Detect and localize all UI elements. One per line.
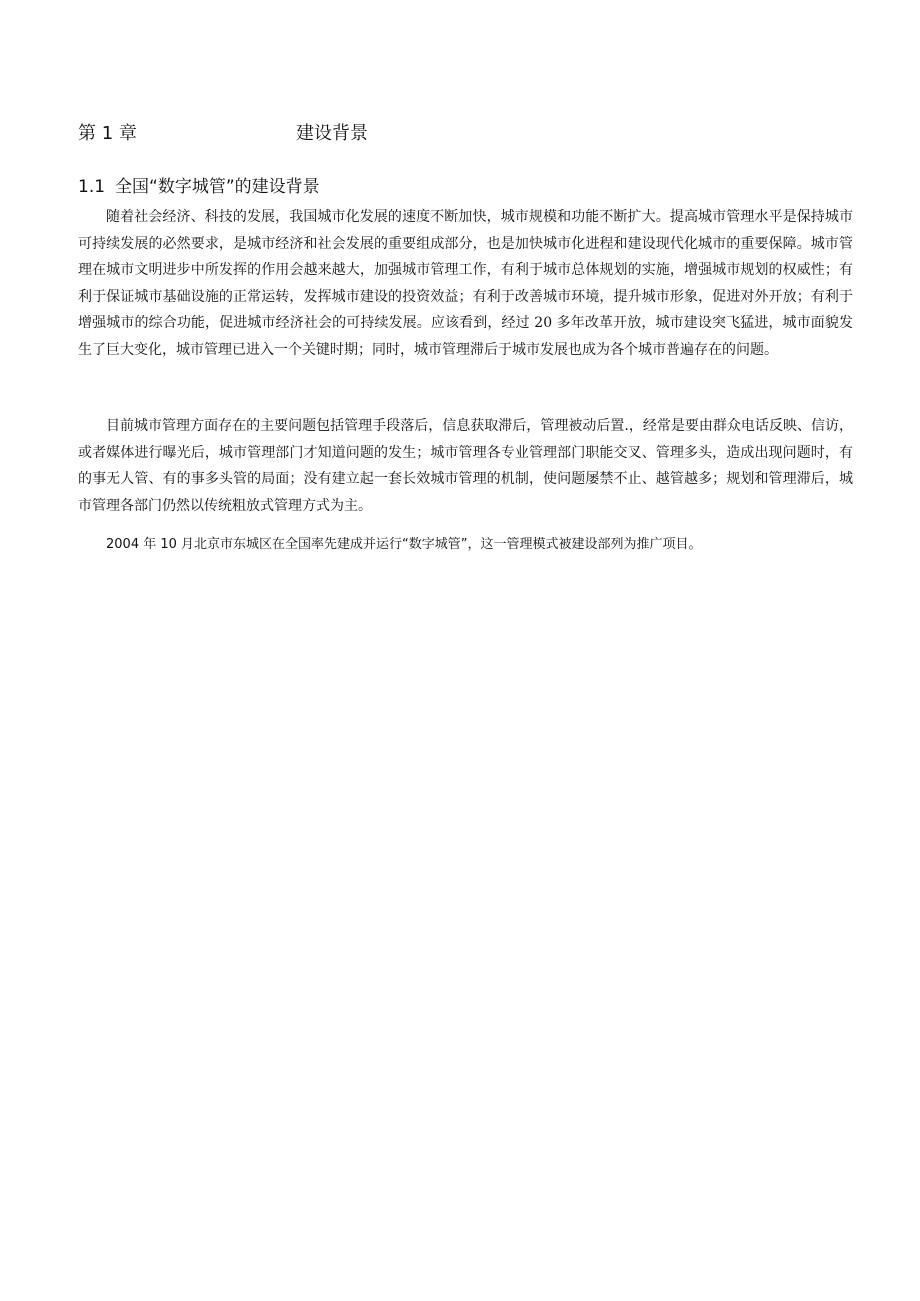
paragraph-problems: 目前城市管理方面存在的主要问题包括管理手段落后，信息获取滞后，管理被动后置.，经常是要由群众电话反映、信访，或者媒体进行曝光后，城市管理部门才知道问题的发生；城市管理各专业管理部门职能交叉、管理多头，造成出现问题时，有的事无人管、有的事多头管的局面；没有建立起一套长效城市管理的机制，使问题屡禁不止、越管越多；规划和管理滞后，城市管理各部门仍然以传统粗放式管理方式为主。 (78, 418, 853, 514)
section-number: 1.1 (78, 177, 106, 197)
section-heading (78, 176, 858, 198)
paragraph-beijing-example: 2004 年 10 月北京市东城区在全国率先建成并运行“数字城管”，这一管理模式被建设部列为推广项目。 (106, 537, 702, 552)
chapter-title: 建设背景 (296, 123, 368, 144)
section-title: 全国“数字城管”的建设背景 (115, 177, 320, 197)
chapter-number: 第 1 章 (78, 123, 137, 144)
chapter-heading (78, 122, 858, 146)
paragraph-background: 随着社会经济、科技的发展，我国城市化发展的速度不断加快，城市规模和功能不断扩大。提高城市管理水平是保持城市可持续发展的必然要求，是城市经济和社会发展的重要组成部分，也是加快城市化进程和建设现代化城市的重要保障。城市管理在城市文明进步中所发挥的作用会越来越大，加强城市管理工作，有利于城市总体规划的实施，增强城市规划的权威性；有利于保证城市基础设施的正常运转，发挥城市建设的投资效益；有利于改善城市环境，提升城市形象，促进对外开放；有利于增强城市的综合功能，促进城市经济社会的可持续发展。应该看到，经过 20 多年改革开放，城市建设突飞猛进，城市面貌发生了巨大变化，城市管理已进入一个关键时期；同时，城市管理滞后于城市发展也成为各个城市普遍存在的问题。 (78, 209, 853, 358)
